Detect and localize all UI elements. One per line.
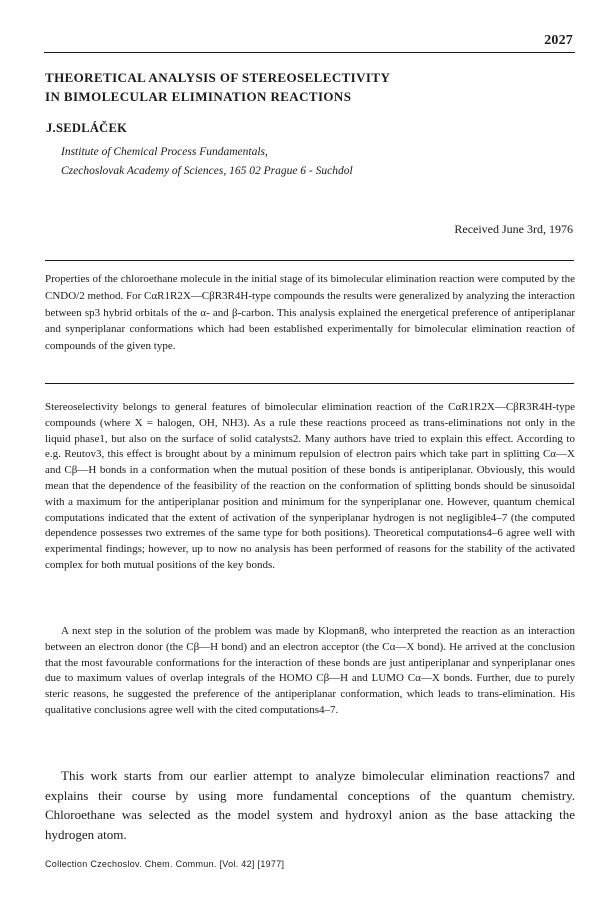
paragraph-3-text: This work starts from our earlier attempt to analyze bimolecular elimination reactions7 and explains their course by using more fundamental conceptions of the quantum chemistry. Chloroethane was selected as the model system and hydroxyl anion as the base attacking the hydrogen atom. (45, 768, 575, 842)
body-paragraph-2 (45, 624, 575, 719)
paragraph-2-text: A next step in the solution of the problem was made by Klopman8, who interpreted the reaction as an interaction between an electron donor (the Cβ—H bond) and an electron acceptor (the Cα—X bond). He arrived at the conclusion that the most favourable conformations for the interaction of these bonds are just antiperiplanar and synperiplanar ones due to maximum values of overlap integrals of the HOMO Cβ—H and LUMO Cα—X bonds. Further, due to purely steric reasons, he suggested the preference of the antiperiplanar conformation, which leads to trans-elimination. His qualitative conclusions agree well with the cited computations4–7. (45, 625, 575, 716)
title-line-1: THEORETICAL ANALYSIS OF STEREOSELECTIVITY (45, 70, 391, 85)
affiliation (61, 143, 353, 181)
affiliation-line-1: Institute of Chemical Process Fundamentals, (61, 146, 268, 158)
abstract-bottom-rule (45, 383, 574, 384)
journal-footer: Collection Czechoslov. Chem. Commun. [Vol. 42] [1977] (45, 859, 285, 869)
body-paragraph-3 (45, 766, 575, 844)
abstract-top-rule (45, 260, 574, 261)
article-title (45, 68, 565, 106)
author: J.SEDLÁČEK (46, 121, 128, 135)
paragraph-1-text: Stereoselectivity belongs to general features of bimolecular elimination reaction of the CαR1R2X—CβR3R4H-type compounds (where X = halogen, OH, NH3). As a rule these reactions proceed as trans-eliminations not only in the liquid phase1, but also on the surface of solid catalysts2. Many authors have tried to explain this effect. According to e.g. Reutov3, this effect is brought about by a minimum repulsion of electron pairs which take part in splitting Cα—X and Cβ—H bonds in a conformation when the mutual position of these bonds is antiperiplanar. Obviously, this would mean that the dependence of the feasibility of the reaction on the conformation of splitting bonds should be sinusoidal with a maximum for the antiperiplanar position and minimum for the synperiplanar one. However, quantum chemical computations indicated that the extent of activation of the synperiplanar hydrogen is not negligible4–7 (the computed dependence possesses two extremes of the same type for both positions). Theoretical computations4–6 agree well with experimental findings; however, up to now no analysis has been performed of reasons for the stability of the activated complex for both mutual positions of the key bonds. (45, 401, 575, 571)
abstract: Properties of the chloroethane molecule in the initial stage of its bimolecular elimination reaction were computed by the CNDO/2 method. For CαR1R2X—CβR3R4H-type compounds the results were generalized by analyzing the interaction between sp3 hybrid orbitals of the α- and β-carbon. This analysis explained the energetical preference of antiperiplanar and synperiplanar conformations which had been established experimentally for bimolecular elimination reaction of compounds of the given type. (45, 273, 575, 353)
page-number: 2027 (544, 33, 573, 48)
received-date: Received June 3rd, 1976 (454, 222, 573, 236)
affiliation-line-2: Czechoslovak Academy of Sciences, 165 02 Prague 6 - Suchdol (61, 165, 353, 177)
body-paragraph-1 (45, 400, 575, 574)
header-rule (44, 52, 575, 53)
title-line-2: IN BIMOLECULAR ELIMINATION REACTIONS (45, 89, 352, 104)
